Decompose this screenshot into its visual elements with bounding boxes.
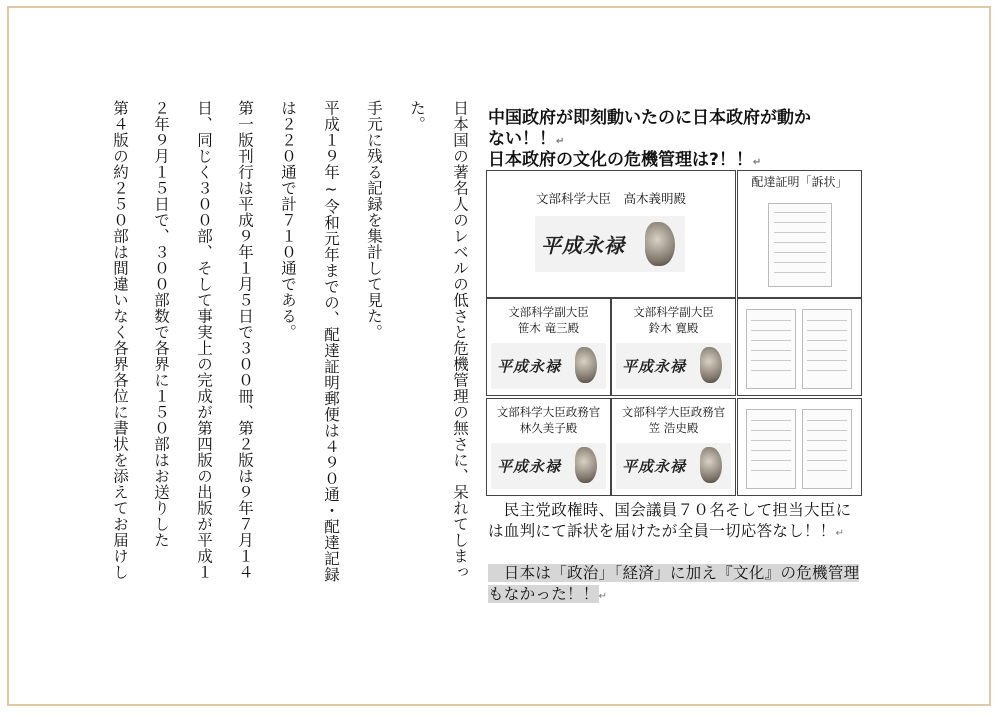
heading-line-3: 日本政府の文化の危機管理は?！！↵ [488, 150, 762, 170]
vertical-text-column-8: ２年９月１５日で、３００部数で各界に１５０部はお送りした [152, 100, 170, 548]
blood-seal-icon [575, 347, 597, 383]
certificate-document-icon [802, 409, 852, 489]
signature-image: 平成永禄 [616, 443, 731, 489]
heading-line-1: 中国政府が即刻動いたのに日本政府が動か [488, 108, 811, 128]
cell-parliamentary-secretary-1 [486, 398, 611, 496]
secretary-2-name: 笠 浩史殿 [648, 421, 699, 435]
vertical-text-column-2: た。 [408, 100, 426, 132]
vertical-text-column-9: 第４版の約２５０部は間違いなく各界各位に書状を添えてお届けし [111, 100, 129, 580]
vice-minister-1-name: 笹木 竜三殿 [517, 321, 580, 335]
blood-seal-icon [645, 222, 675, 266]
vertical-text-column-6: 第一版刊行は平成９年１月５日で３００冊、第２版は９年７月１４ [236, 100, 254, 580]
certificate-document-icon [802, 309, 852, 389]
paragraph-crisis-management: 日本は「政治」「経済」に加え『文化』の危機管理もなかった！！↵ [488, 564, 860, 603]
vertical-text-column-5: は２２０通で計７１０通である。 [279, 100, 297, 340]
vertical-text-column-4: 平成１９年~令和元年までの、配達証明郵便は４９０通・配達記録 [322, 100, 340, 583]
vice-minister-2-title: 文部科学副大臣 [633, 305, 714, 319]
paragraph-petition: 民主党政権時、国会議員７０名そして担当大臣には血判にて訴状を届けたが全員一切応答なし！！↵ [488, 501, 852, 540]
secretary-1-title: 文部科学大臣政務官 [496, 405, 601, 419]
cell-minister [486, 170, 736, 298]
letters-image-grid [486, 170, 862, 496]
blood-seal-icon [575, 447, 597, 483]
blood-seal-icon [700, 347, 722, 383]
vice-minister-1-title: 文部科学副大臣 [508, 305, 589, 319]
certificate-document-icon [768, 203, 832, 287]
heading-line-2: ない！！↵ [488, 129, 565, 149]
signature-image: 平成永禄 [491, 343, 606, 389]
cell-vice-minister-2 [611, 298, 736, 396]
signature-image: 平成永禄 [616, 343, 731, 389]
cell-certificate-1 [737, 170, 862, 298]
certificate-document-icon [746, 309, 796, 389]
vertical-text-column-1: 日本国の著名人のレベルの低さと危機管理の無さに、呆れてしまっ [451, 100, 469, 580]
signature-image [535, 216, 685, 272]
cell-parliamentary-secretary-2 [611, 398, 736, 496]
certificate-label: 配達証明「訴状」 [751, 175, 848, 189]
cell-certificate-2 [737, 298, 862, 396]
cell-vice-minister-1 [486, 298, 611, 396]
vertical-text-column-7: 日、同じく３００部、そして事実上の完成が第四版の出版が平成１ [195, 100, 213, 580]
secretary-1-name: 林久美子殿 [519, 421, 578, 435]
cell-certificate-3 [737, 398, 862, 496]
secretary-2-title: 文部科学大臣政務官 [621, 405, 726, 419]
vertical-text-column-3: 手元に残る記録を集計して見た。 [365, 100, 383, 340]
minister-title: 文部科学大臣 高木義明殿 [535, 191, 686, 206]
signature-image: 平成永禄 [491, 443, 606, 489]
blood-seal-icon [700, 447, 722, 483]
certificate-document-icon [746, 409, 796, 489]
vice-minister-2-name: 鈴木 寛殿 [648, 321, 699, 335]
signature-text: 平成永禄 [541, 233, 625, 258]
